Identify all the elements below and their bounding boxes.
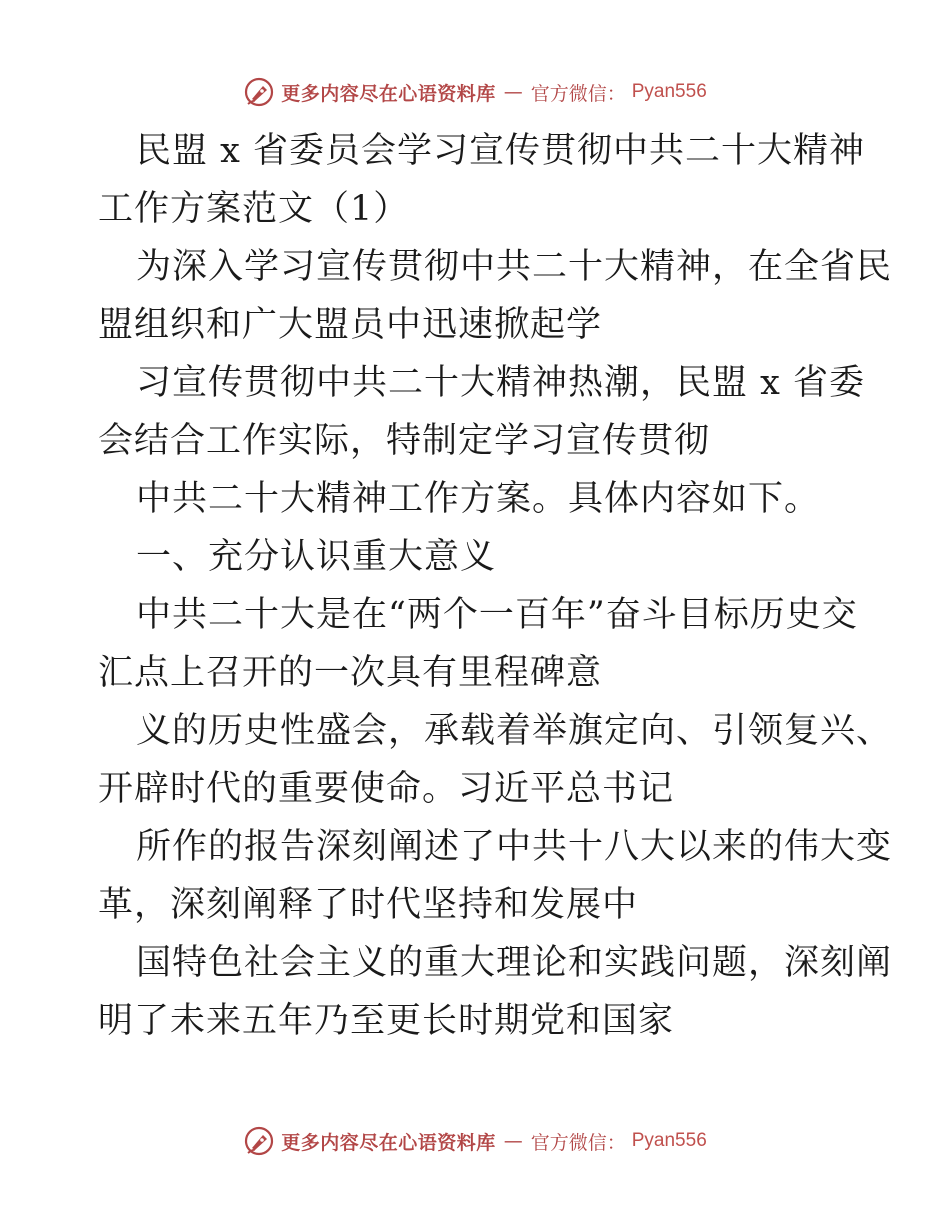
watermark-wechat-id: Pyan556 (631, 1130, 707, 1151)
doc-line: 所作的报告深刻阐述了中共十八大以来的伟大变 (136, 827, 893, 867)
document-body (98, 122, 893, 1050)
watermark-dash: — (503, 1130, 523, 1152)
watermark-dash: — (503, 81, 523, 103)
doc-line: 习宣传贯彻中共二十大精神热潮，民盟 x 省委 (136, 363, 865, 403)
doc-line: 开辟时代的重要使命。习近平总书记 (98, 769, 675, 809)
doc-line: 汇点上召开的一次具有里程碑意 (98, 653, 603, 693)
watermark-text: 更多内容尽在心语资料库 (281, 1131, 496, 1154)
doc-line: 盟组织和广大盟员中迅速掀起学 (98, 305, 603, 345)
doc-line: 革，深刻阐释了时代坚持和发展中 (98, 885, 639, 925)
footer-watermark (0, 1121, 950, 1161)
watermark-wechat-id: Pyan556 (631, 81, 707, 102)
doc-line: 会结合工作实际，特制定学习宣传贯彻 (98, 421, 711, 461)
header-watermark (0, 72, 950, 112)
doc-line: 国特色社会主义的重大理论和实践问题，深刻阐 (136, 943, 893, 983)
doc-line: 工作方案范文（1） (98, 189, 410, 229)
doc-line: 中共二十大精神工作方案。具体内容如下。 (136, 479, 821, 519)
doc-line: 为深入学习宣传贯彻中共二十大精神，在全省民 (136, 247, 893, 287)
doc-line: 义的历史性盛会，承载着举旗定向、引领复兴、 (136, 711, 893, 751)
pen-nib-logo-icon (243, 1125, 275, 1157)
watermark-official-label: 官方微信： (530, 82, 626, 105)
section-heading: 一、充分认识重大意义 (136, 537, 497, 577)
pen-nib-logo-icon (243, 76, 275, 108)
doc-line: 民盟 x 省委员会学习宣传贯彻中共二十大精神 (136, 131, 865, 171)
watermark-text: 更多内容尽在心语资料库 (281, 82, 496, 105)
watermark-official-label: 官方微信： (530, 1131, 626, 1154)
doc-line: 明了未来五年乃至更长时期党和国家 (98, 1001, 675, 1041)
doc-line: 中共二十大是在“两个一百年”奋斗目标历史交 (136, 595, 858, 635)
